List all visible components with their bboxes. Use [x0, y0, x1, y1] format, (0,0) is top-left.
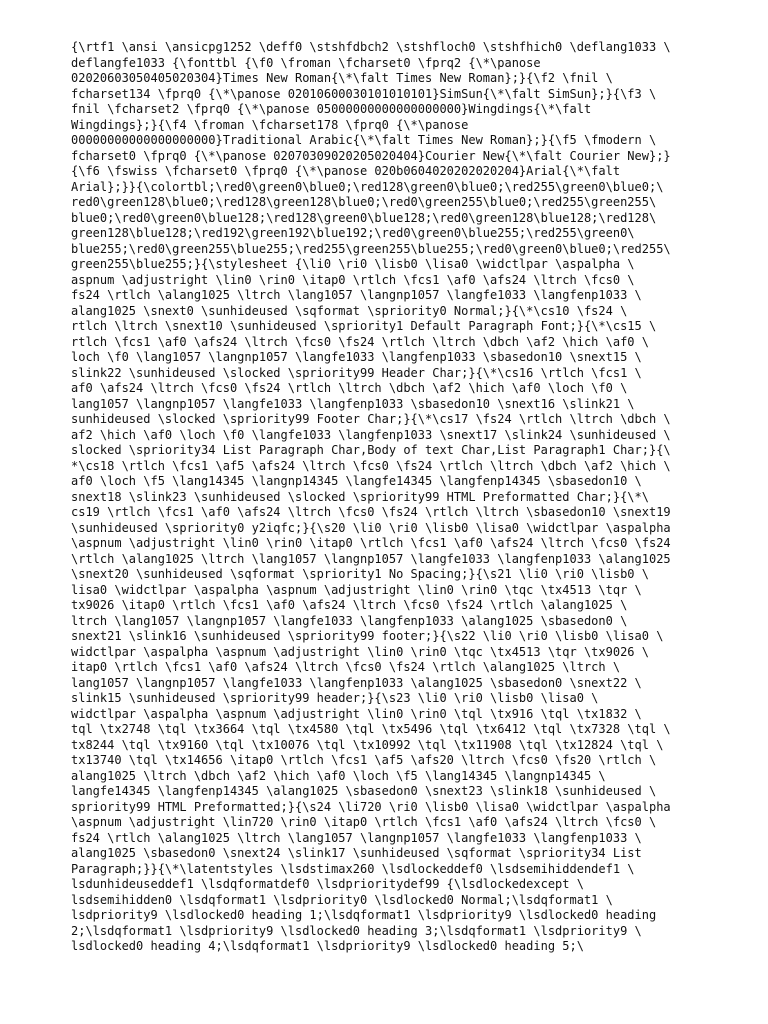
text-line: 2;\lsdqformat1 \lsdpriority9 \lsdlocked0 heading 3;\lsdqformat1 \lsdpriority9 \	[71, 923, 642, 938]
text-line: Arial};}}{\colortbl;\red0\green0\blue0;\red128\green0\blue0;\red255\green0\blue0;\	[71, 179, 664, 194]
text-line: aspnum \adjustright \lin0 \rin0 \itap0 \rtlch \fcs1 \af0 \afs24 \ltrch \fcs0 \	[71, 272, 635, 287]
text-line: Wingdings};}{\f4 \froman \fcharset178 \fprq0 {\*\panose	[71, 117, 469, 132]
text-line: lsdsemihidden0 \lsdqformat1 \lsdpriority0 \lsdlocked0 Normal;\lsdqformat1 \	[71, 892, 613, 907]
text-line: \rtlch \alang1025 \ltrch \lang1057 \langnp1057 \langfe1033 \langfenp1033 \alang1025	[71, 551, 671, 566]
text-line: {\rtf1 \ansi \ansicpg1252 \deff0 \stshfdbch2 \stshfloch0 \stshfhich0 \deflang1033 \	[71, 40, 671, 54]
text-line: fs24 \rtlch \alang1025 \ltrch \lang1057 \langnp1057 \langfe1033 \langfenp1033 \	[71, 288, 642, 302]
text-line: \sunhideused \spriority0 y2iqfc;}{\s20 \li0 \ri0 \lisb0 \lisa0 \widctlpar \aspalpha	[71, 520, 671, 535]
text-line: langfe14345 \langfenp14345 \alang1025 \sbasedon0 \snext23 \slink18 \sunhideused \	[71, 784, 657, 798]
text-line: loch \f0 \lang1057 \langnp1057 \langfe1033 \langfenp1033 \sbasedon10 \snext15 \	[71, 350, 642, 364]
text-line: af0 \loch \f5 \lang14345 \langnp14345 \langfe14345 \langfenp14345 \sbasedon10 \	[71, 474, 642, 488]
text-line: 02020603050405020304}Times New Roman{\*\falt Times New Roman};}{\f2 \fnil \	[71, 71, 613, 85]
text-line: snext18 \slink23 \sunhideused \slocked \spriority99 HTML Preformatted Char;}{\*\	[71, 489, 649, 504]
text-line: blue0;\red0\green0\blue128;\red128\green0\blue128;\red0\green128\blue128;\red128\	[71, 210, 657, 225]
text-line: 00000000000000000000}Traditional Arabic{\*\falt Times New Roman};}{\f5 \fmodern \	[71, 133, 657, 147]
text-line: sunhideused \slocked \spriority99 Footer Char;}{\*\cs17 \fs24 \rtlch \ltrch \dbch \	[71, 412, 671, 426]
text-line: snext21 \slink16 \sunhideused \spriority99 footer;}{\s22 \li0 \ri0 \lisb0 \lisa0 \	[71, 629, 664, 643]
text-line: slocked \spriority34 List Paragraph Char,Body of text Char,List Paragraph1 Char;}{\	[71, 443, 671, 457]
text-line: {\f6 \fswiss \fcharset0 \fprq0 {\*\panose 020b0604020202020204}Arial{\*\falt	[71, 164, 621, 178]
rtf-source-text	[71, 40, 731, 955]
text-line: lsdunhideuseddef1 \lsdqformatdef0 \lsdprioritydef99 {\lsdlockedexcept \	[71, 877, 584, 891]
text-line: af2 \hich \af0 \loch \f0 \langfe1033 \langfenp1033 \snext17 \slink24 \sunhideused \	[71, 427, 671, 442]
text-line: tx8244 \tql \tx9160 \tql \tx10076 \tql \tx10992 \tql \tx11908 \tql \tx12824 \tql \	[71, 737, 664, 752]
text-line: alang1025 \sbasedon0 \snext24 \slink17 \sunhideused \sqformat \spriority34 List	[71, 846, 642, 860]
text-line: ltrch \lang1057 \langnp1057 \langfe1033 \langfenp1033 \alang1025 \sbasedon0 \	[71, 613, 628, 628]
text-line: \snext20 \sunhideused \sqformat \spriority1 No Spacing;}{\s21 \li0 \ri0 \lisb0 \	[71, 567, 649, 581]
text-line: deflangfe1033 {\fonttbl {\f0 \froman \fcharset0 \fprq2 {\*\panose	[71, 55, 541, 70]
text-line: fs24 \rtlch \alang1025 \ltrch \lang1057 \langnp1057 \langfe1033 \langfenp1033 \	[71, 830, 642, 845]
text-line: widctlpar \aspalpha \aspnum \adjustright \lin0 \rin0 \tql \tx916 \tql \tx1832 \	[71, 706, 642, 721]
text-line: *\cs18 \rtlch \fcs1 \af5 \afs24 \ltrch \fcs0 \fs24 \rtlch \ltrch \dbch \af2 \hich \	[71, 458, 671, 473]
text-line: fnil \fcharset2 \fprq0 {\*\panose 05000000000000000000}Wingdings{\*\falt	[71, 102, 592, 116]
text-line: lang1057 \langnp1057 \langfe1033 \langfenp1033 \alang1025 \sbasedon0 \snext22 \	[71, 675, 642, 690]
text-line: red0\green128\blue0;\red128\green128\blue0;\red0\green255\blue0;\red255\green255\	[71, 195, 657, 209]
text-line: \aspnum \adjustright \lin720 \rin0 \itap0 \rtlch \fcs1 \af0 \afs24 \ltrch \fcs0 \	[71, 815, 657, 829]
text-line: rtlch \fcs1 \af0 \afs24 \ltrch \fcs0 \fs24 \rtlch \ltrch \dbch \af2 \hich \af0 \	[71, 334, 649, 349]
text-line: alang1025 \snext0 \sunhideused \sqformat \spriority0 Normal;}{\*\cs10 \fs24 \	[71, 303, 628, 318]
text-line: lisa0 \widctlpar \aspalpha \aspnum \adjustright \lin0 \rin0 \tqc \tx4513 \tqr \	[71, 582, 642, 597]
text-line: itap0 \rtlch \fcs1 \af0 \afs24 \ltrch \fcs0 \fs24 \rtlch \alang1025 \ltrch \	[71, 660, 621, 674]
text-line: tql \tx2748 \tql \tx3664 \tql \tx4580 \tql \tx5496 \tql \tx6412 \tql \tx7328 \tql \	[71, 722, 671, 736]
text-line: lsdlocked0 heading 4;\lsdqformat1 \lsdpriority9 \lsdlocked0 heading 5;\	[71, 939, 584, 953]
text-line: tx9026 \itap0 \rtlch \fcs1 \af0 \afs24 \ltrch \fcs0 \fs24 \rtlch \alang1025 \	[71, 598, 628, 612]
text-line: slink22 \sunhideused \slocked \spriority99 Header Char;}{\*\cs16 \rtlch \fcs1 \	[71, 365, 642, 380]
text-line: alang1025 \ltrch \dbch \af2 \hich \af0 \loch \f5 \lang14345 \langnp14345 \	[71, 768, 606, 783]
text-line: af0 \afs24 \ltrch \fcs0 \fs24 \rtlch \ltrch \dbch \af2 \hich \af0 \loch \f0 \	[71, 381, 628, 395]
text-line: lsdpriority9 \lsdlocked0 heading 1;\lsdqformat1 \lsdpriority9 \lsdlocked0 heading	[71, 908, 657, 922]
text-line: fcharset134 \fprq0 {\*\panose 02010600030101010101}SimSun{\*\falt SimSun};}{\f3 \	[71, 86, 657, 101]
text-line: fcharset0 \fprq0 {\*\panose 02070309020205020404}Courier New{\*\falt Courier New};}	[71, 148, 671, 163]
text-line: green128\blue128;\red192\green192\blue192;\red0\green0\blue255;\red255\green0\	[71, 226, 635, 240]
text-line: lang1057 \langnp1057 \langfe1033 \langfenp1033 \sbasedon10 \snext16 \slink21 \	[71, 396, 635, 411]
text-line: rtlch \ltrch \snext10 \sunhideused \spriority1 Default Paragraph Font;}{\*\cs15 \	[71, 319, 657, 333]
text-line: spriority99 HTML Preformatted;}{\s24 \li720 \ri0 \lisb0 \lisa0 \widctlpar \aspalpha	[71, 799, 671, 814]
text-line: Paragraph;}}{\*\latentstyles \lsdstimax260 \lsdlockeddef0 \lsdsemihiddendef1 \	[71, 861, 635, 876]
text-line: cs19 \rtlch \fcs1 \af0 \afs24 \ltrch \fcs0 \fs24 \rtlch \ltrch \sbasedon10 \snext19	[71, 505, 671, 519]
text-line: green255\blue255;}{\stylesheet {\li0 \ri0 \lisb0 \lisa0 \widctlpar \aspalpha \	[71, 257, 635, 271]
text-line: blue255;\red0\green255\blue255;\red255\green255\blue255;\red0\green0\blue0;\red255\	[71, 241, 671, 256]
text-line: \aspnum \adjustright \lin0 \rin0 \itap0 \rtlch \fcs1 \af0 \afs24 \ltrch \fcs0 \fs24	[71, 536, 671, 550]
text-line: tx13740 \tql \tx14656 \itap0 \rtlch \fcs1 \af5 \afs20 \ltrch \fcs0 \fs20 \rtlch \	[71, 753, 657, 767]
text-line: widctlpar \aspalpha \aspnum \adjustright \lin0 \rin0 \tqc \tx4513 \tqr \tx9026 \	[71, 644, 649, 659]
text-line: slink15 \sunhideused \spriority99 header;}{\s23 \li0 \ri0 \lisb0 \lisa0 \	[71, 691, 599, 705]
